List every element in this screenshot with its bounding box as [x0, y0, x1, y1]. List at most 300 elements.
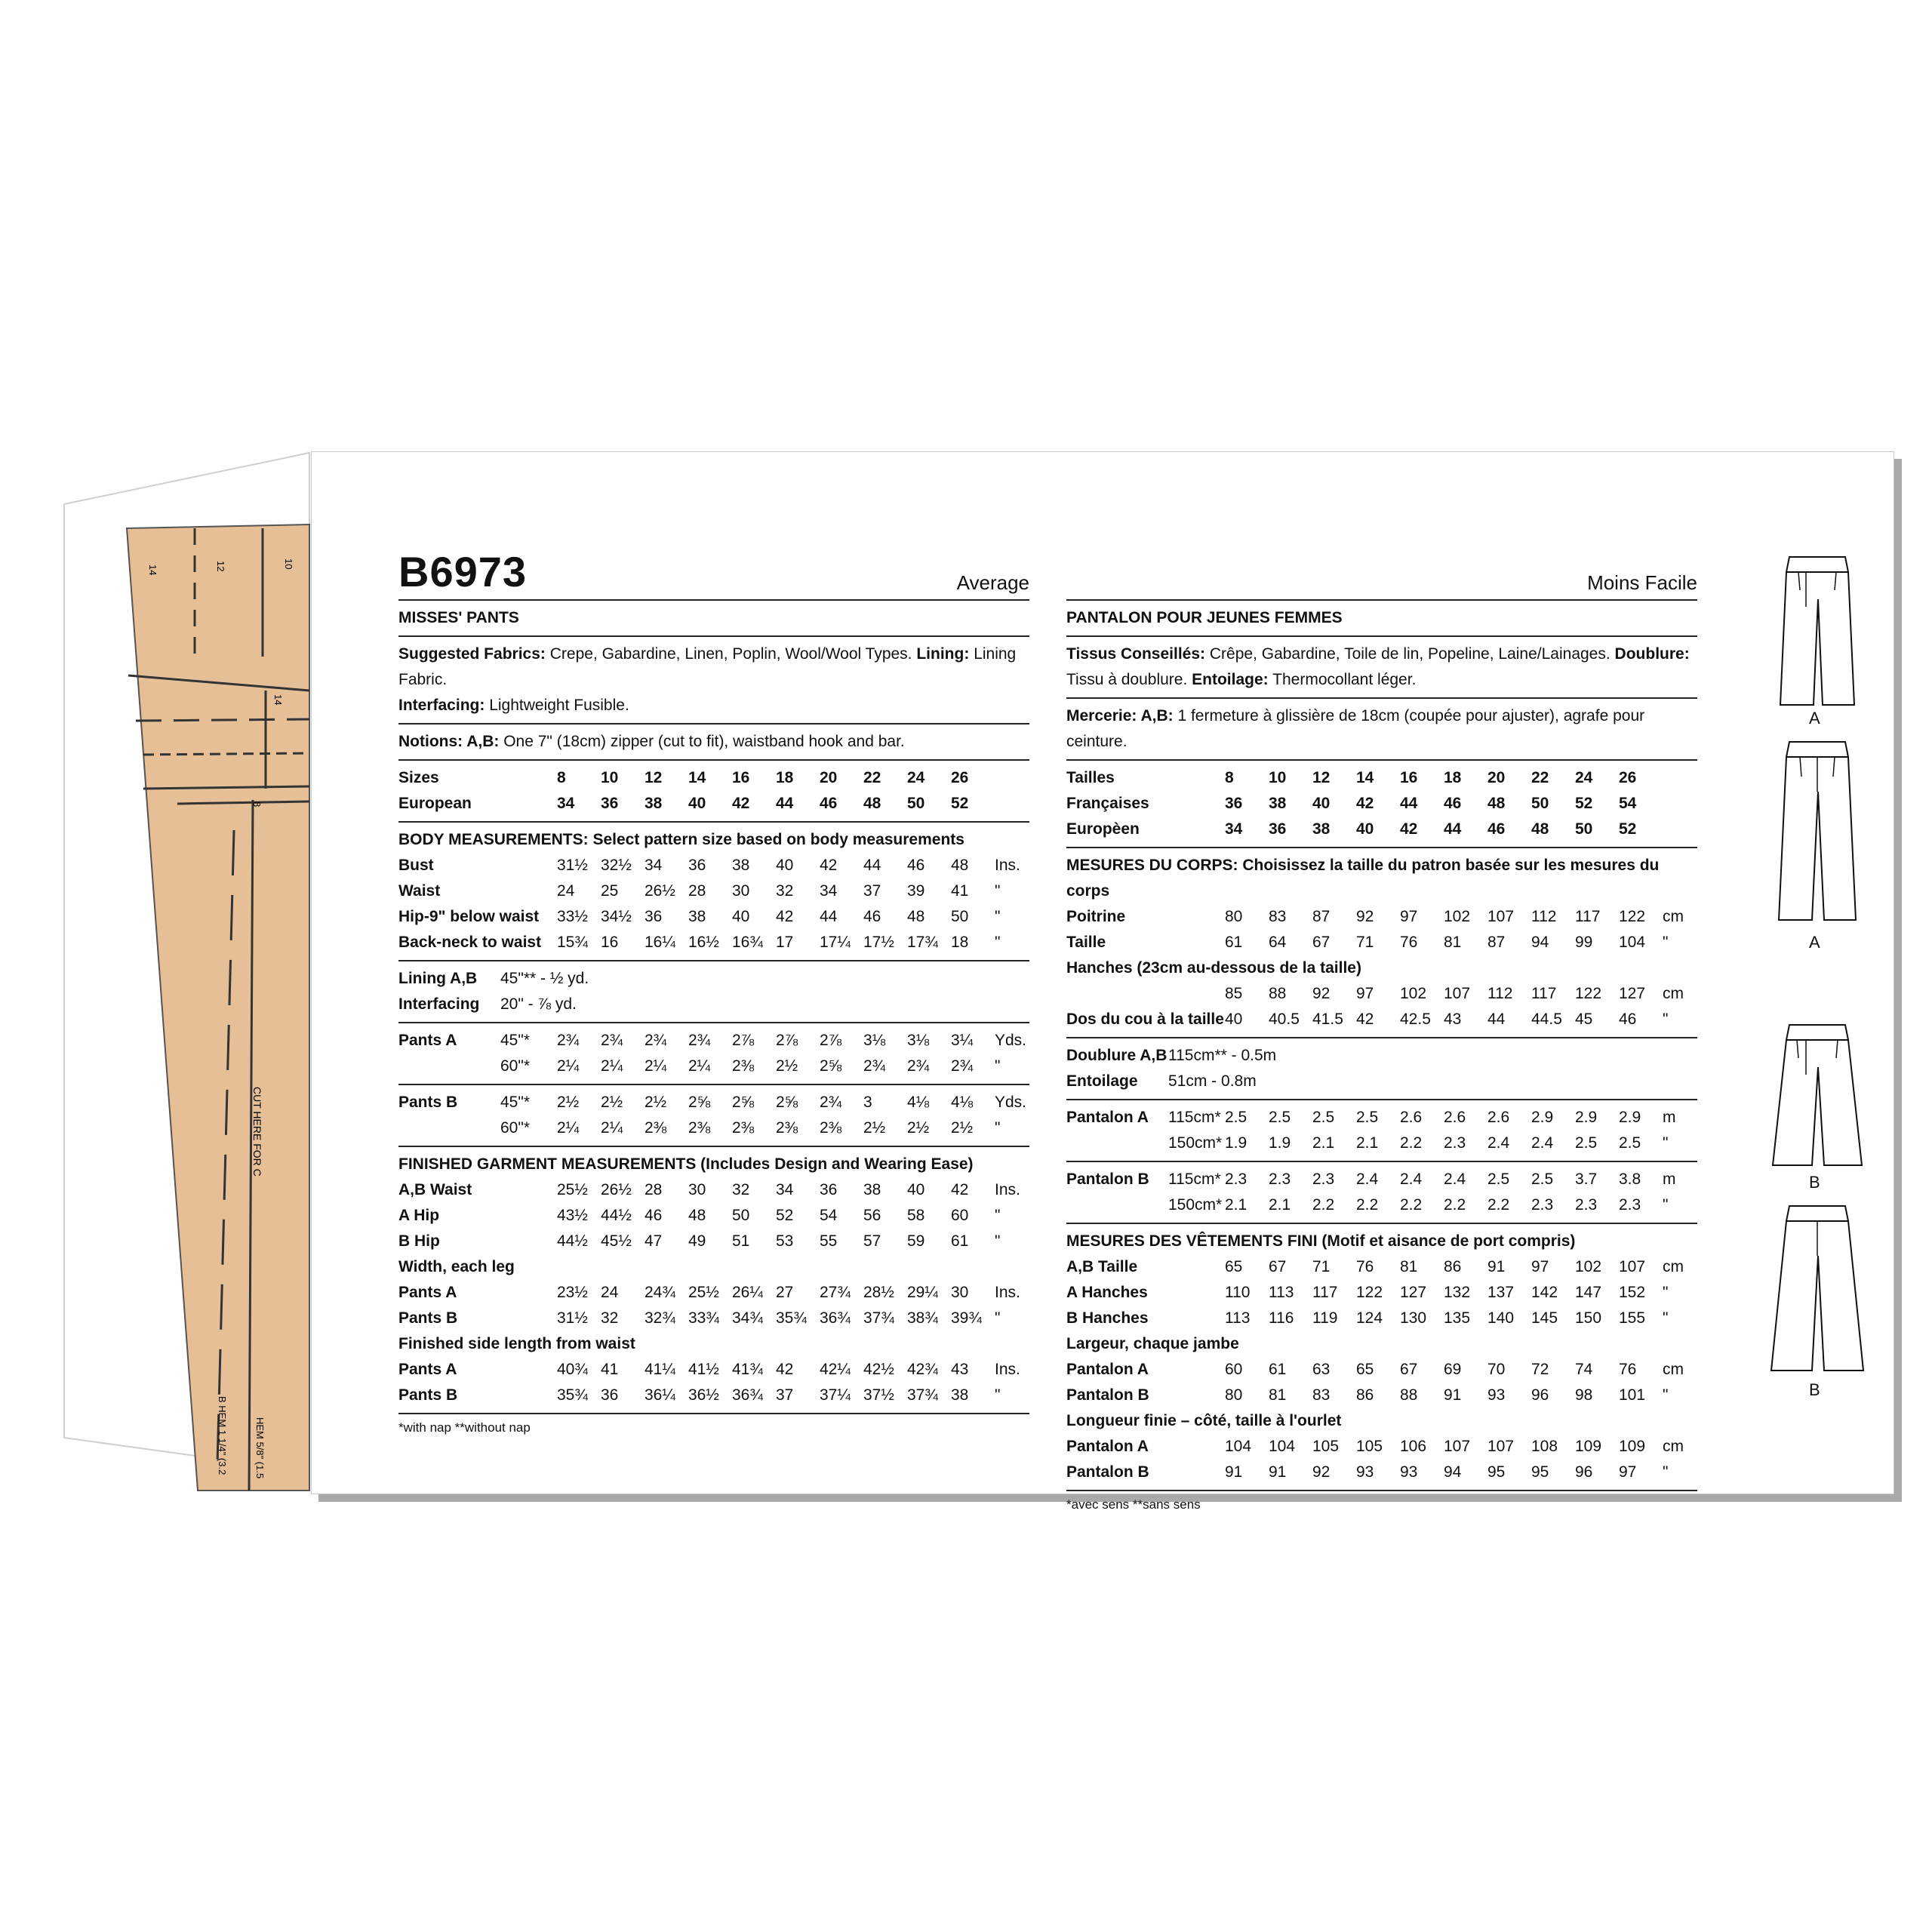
yardage-value: 2¼ — [557, 1119, 580, 1137]
yardage-value: 2⅜ — [732, 1119, 755, 1137]
measurement-row — [1066, 1007, 1693, 1032]
measurement-value: 17¾ — [907, 934, 938, 951]
measurement-value: 117 — [1531, 985, 1557, 1002]
yardage-value: 3.7 — [1575, 1171, 1598, 1188]
yardage-value: 2.5 — [1531, 1171, 1554, 1188]
francaises-value: 46 — [1444, 795, 1462, 812]
unit-label: " — [995, 882, 1001, 900]
measurement-value: 117 — [1312, 1284, 1338, 1301]
row-label: Pants B — [398, 1386, 458, 1404]
measurement-value: 86 — [1356, 1386, 1374, 1404]
european-value: 34 — [557, 795, 575, 812]
finished-measurements-heading: FINISHED GARMENT MEASUREMENTS (Includes Design and Wearing Ease) — [398, 1155, 974, 1173]
francaises-value: 52 — [1575, 795, 1593, 812]
measurement-value: 145 — [1531, 1309, 1558, 1327]
row-label: Waist — [398, 882, 441, 900]
measurement-value: 97 — [1619, 1463, 1637, 1481]
measurement-row — [1066, 1383, 1693, 1408]
measurement-value: 76 — [1619, 1361, 1637, 1378]
yardage-value: 3.8 — [1619, 1171, 1641, 1188]
francaises-value: 38 — [1269, 795, 1287, 812]
measurement-value: 44 — [820, 908, 838, 925]
yardage-value: 2½ — [557, 1094, 580, 1111]
difficulty-level: Average — [956, 571, 1029, 594]
measurement-value: 70 — [1487, 1361, 1506, 1378]
header-row — [1066, 539, 1697, 601]
yardage-value: 2⅝ — [688, 1094, 711, 1111]
pattern-title-section — [398, 601, 1029, 637]
francaises-value: 48 — [1487, 795, 1506, 812]
yardage-value: 2.5 — [1312, 1109, 1335, 1126]
measurement-value: 37 — [776, 1386, 794, 1404]
fabric-width: 45"* — [500, 1094, 530, 1111]
measurement-value: 137 — [1487, 1284, 1515, 1301]
measurement-value: 33½ — [557, 908, 588, 925]
yardage-table — [1066, 1105, 1693, 1156]
row-label: Pantalon A — [1066, 1438, 1149, 1455]
measurement-value: 42 — [776, 908, 794, 925]
fabric-width: 60"* — [500, 1119, 530, 1137]
row-label: Pantalon B — [1066, 1463, 1149, 1481]
measurement-value: 92 — [1312, 1463, 1331, 1481]
measurement-row — [398, 1383, 1025, 1408]
width-table — [398, 1280, 1025, 1331]
yardage-value: 2½ — [645, 1094, 667, 1111]
measurement-value: 42 — [951, 1181, 969, 1198]
yardage-row — [1066, 1167, 1693, 1192]
measurement-value: 36 — [645, 908, 663, 925]
measurement-row — [398, 853, 1025, 878]
finished-measurements-section — [1066, 1224, 1697, 1491]
measurement-value: 43 — [1444, 1011, 1462, 1028]
european-value: 48 — [1531, 820, 1549, 838]
size-value: 16 — [732, 769, 750, 786]
measurement-value: 91 — [1225, 1463, 1243, 1481]
measurement-value: 93 — [1400, 1463, 1418, 1481]
measurement-value: 50 — [951, 908, 969, 925]
yardage-value: 2½ — [907, 1119, 930, 1137]
yardage-value: 2.3 — [1531, 1196, 1554, 1214]
measurement-value: 46 — [907, 857, 925, 874]
unit-label: " — [1663, 1309, 1669, 1327]
pattern-mark: 14 — [147, 565, 158, 576]
unit-label: " — [995, 1309, 1001, 1327]
sizes-table — [398, 765, 995, 817]
european-value: 52 — [1619, 820, 1637, 838]
measurement-value: 119 — [1312, 1309, 1338, 1327]
measurement-value: 91 — [1269, 1463, 1287, 1481]
unit-label: " — [995, 1119, 1001, 1137]
measurement-value: 81 — [1269, 1386, 1287, 1404]
measurement-value: 44½ — [557, 1232, 588, 1250]
measurement-value: 60 — [951, 1207, 969, 1224]
measurement-value: 122 — [1619, 908, 1646, 925]
yardage-value: 2½ — [776, 1057, 798, 1075]
measurement-value: 109 — [1575, 1438, 1602, 1455]
interfacing-text: Thermocollant léger. — [1272, 671, 1417, 688]
lining-ab-value: 115cm** - 0.5m — [1168, 1047, 1277, 1064]
yardage-value: 2.5 — [1619, 1134, 1641, 1152]
length-table — [1066, 1434, 1693, 1485]
measurement-value: 36¾ — [820, 1309, 851, 1327]
length-table — [398, 1357, 1025, 1408]
pattern-title-section — [1066, 601, 1697, 637]
measurement-value: 38 — [732, 857, 750, 874]
fabrics-label: Suggested Fabrics: — [398, 645, 546, 663]
measurement-value: 117 — [1575, 908, 1601, 925]
notions-text: One 7" (18cm) zipper (cut to fit), waistband hook and bar. — [503, 733, 905, 750]
pattern-title: MISSES' PANTS — [398, 609, 519, 626]
size-value: 10 — [601, 769, 619, 786]
measurement-value: 40 — [907, 1181, 925, 1198]
body-measurements-section — [398, 823, 1029, 961]
fabric-width: 150cm* — [1168, 1134, 1223, 1152]
yardage-b-section — [398, 1085, 1029, 1147]
european-value: 38 — [1312, 820, 1331, 838]
measurement-value: 24 — [601, 1284, 619, 1301]
measurement-value: 101 — [1619, 1386, 1646, 1404]
measurement-value: 127 — [1619, 985, 1646, 1002]
measurement-value: 36¼ — [645, 1386, 675, 1404]
european-value: 36 — [601, 795, 619, 812]
measurement-row — [1066, 981, 1693, 1007]
lining-interfacing-section — [1066, 1038, 1697, 1100]
measurement-value: 25½ — [688, 1284, 719, 1301]
measurement-value: 57 — [863, 1232, 881, 1250]
yardage-value: 2¾ — [907, 1057, 930, 1075]
yardage-row — [398, 1028, 1026, 1054]
sizes-table — [1066, 765, 1663, 842]
measurement-value: 95 — [1487, 1463, 1506, 1481]
measurement-value: 46 — [1619, 1011, 1637, 1028]
measurement-value: 27 — [776, 1284, 794, 1301]
european-value: 50 — [907, 795, 925, 812]
measurement-value: 42¼ — [820, 1361, 851, 1378]
measurement-row — [398, 930, 1025, 955]
row-label: Back-neck to waist — [398, 934, 542, 951]
measurement-value: 38¾ — [907, 1309, 938, 1327]
yardage-value: 2½ — [951, 1119, 974, 1137]
lining-ab-label: Lining A,B — [398, 970, 478, 987]
measurement-value: 37¼ — [820, 1386, 851, 1404]
measurement-value: 43½ — [557, 1207, 588, 1224]
francaises-value: 44 — [1400, 795, 1418, 812]
measurement-value: 63 — [1312, 1361, 1331, 1378]
european-value: 40 — [1356, 820, 1374, 838]
measurement-value: 71 — [1356, 934, 1374, 951]
yardage-value: 2¾ — [645, 1032, 667, 1049]
lining-ab-value: 45"** - ½ yd. — [500, 970, 589, 987]
measurement-value: 54 — [820, 1207, 838, 1224]
yardage-value: 2.5 — [1225, 1109, 1247, 1126]
measurement-value: 38 — [688, 908, 706, 925]
unit-label: cm — [1663, 1438, 1684, 1455]
sizes-row — [398, 765, 995, 791]
fabric-width: 115cm* — [1168, 1109, 1221, 1126]
measurement-value: 86 — [1444, 1258, 1462, 1275]
measurement-value: 43 — [951, 1361, 969, 1378]
measurement-value: 147 — [1575, 1284, 1602, 1301]
measurement-value: 104 — [1619, 934, 1646, 951]
measurement-value: 71 — [1312, 1258, 1331, 1275]
size-value: 12 — [1312, 769, 1331, 786]
measurement-value: 46 — [863, 908, 881, 925]
width-heading: Width, each leg — [398, 1258, 515, 1275]
finished-measurements-table — [398, 1177, 1025, 1254]
yardage-view-label: Pants B — [398, 1094, 458, 1111]
yardage-view-label — [1066, 1131, 1168, 1156]
measurement-value: 81 — [1444, 934, 1462, 951]
measurement-value: 46 — [645, 1207, 663, 1224]
view-caption: B — [1809, 1173, 1820, 1192]
francaises-value: 54 — [1619, 795, 1637, 812]
yardage-a-section — [398, 1023, 1029, 1085]
measurement-value: 135 — [1444, 1309, 1471, 1327]
yardage-value: 2⅝ — [776, 1094, 798, 1111]
measurement-value: 41¼ — [645, 1361, 675, 1378]
francaises-row — [1066, 791, 1663, 817]
measurement-value: 124 — [1356, 1309, 1383, 1327]
yardage-b-section — [1066, 1162, 1697, 1224]
yardage-value: 4⅛ — [907, 1094, 930, 1111]
body-measurements-section — [1066, 848, 1697, 1038]
unit-label: Ins. — [995, 1361, 1020, 1378]
view-caption: A — [1809, 933, 1820, 952]
unit-label: cm — [1663, 1361, 1684, 1378]
notions-label: Notions: A,B: — [398, 733, 500, 750]
yardage-view-label — [1066, 1192, 1168, 1218]
yardage-value: 3¼ — [951, 1032, 974, 1049]
row-label: Pantalon B — [1066, 1386, 1149, 1404]
european-value: 52 — [951, 795, 969, 812]
measurement-row — [398, 878, 1025, 904]
fabrics-label: Tissus Conseillés: — [1066, 645, 1206, 663]
measurement-value: 87 — [1487, 934, 1506, 951]
yardage-value: 2⅜ — [732, 1057, 755, 1075]
unit-label: " — [995, 1207, 1001, 1224]
finished-measurements-section — [398, 1147, 1029, 1414]
measurement-value: 95 — [1531, 1463, 1549, 1481]
measurement-value: 112 — [1531, 908, 1557, 925]
view-caption: B — [1809, 1380, 1820, 1399]
yardage-value: 2¼ — [645, 1057, 667, 1075]
size-value: 26 — [1619, 769, 1637, 786]
measurement-value: 40¾ — [557, 1361, 588, 1378]
yardage-value: 3 — [863, 1094, 872, 1111]
sizes-row — [1066, 765, 1663, 791]
yardage-value: 2¼ — [688, 1057, 711, 1075]
yardage-value: 2.1 — [1312, 1134, 1335, 1152]
row-label: B Hip — [398, 1232, 440, 1250]
measurement-value: 41 — [951, 882, 969, 900]
measurement-value: 96 — [1531, 1386, 1549, 1404]
measurement-value: 110 — [1225, 1284, 1251, 1301]
yardage-value: 2.6 — [1444, 1109, 1466, 1126]
size-value: 8 — [1225, 769, 1234, 786]
size-value: 10 — [1269, 769, 1287, 786]
yardage-view-label — [398, 1115, 500, 1141]
pattern-mark: 14 — [272, 694, 284, 706]
measurement-row — [1066, 1254, 1693, 1280]
measurement-value: 132 — [1444, 1284, 1471, 1301]
yardage-value: 2¾ — [863, 1057, 886, 1075]
measurement-value: 83 — [1312, 1386, 1331, 1404]
yardage-value: 2.6 — [1487, 1109, 1510, 1126]
row-label: Dos du cou à la taille — [1066, 1011, 1224, 1028]
row-label — [1066, 981, 1225, 1007]
size-value: 20 — [1487, 769, 1506, 786]
pattern-mark: 10 — [283, 558, 294, 570]
unit-label: Yds. — [995, 1032, 1027, 1049]
measurement-value: 67 — [1312, 934, 1331, 951]
measurement-value: 60 — [1225, 1361, 1243, 1378]
yardage-value: 2.2 — [1487, 1196, 1510, 1214]
row-label: A Hanches — [1066, 1284, 1148, 1301]
measurement-value: 42.5 — [1400, 1011, 1431, 1028]
row-label: A,B Waist — [398, 1181, 472, 1198]
row-label: Hip-9" below waist — [398, 908, 540, 925]
yardage-value: 2.4 — [1531, 1134, 1554, 1152]
yardage-value: 2¾ — [688, 1032, 711, 1049]
yardage-value: 2¾ — [820, 1094, 842, 1111]
header-row — [398, 539, 1029, 601]
lining-text: Lining Fabric. — [398, 645, 1017, 688]
measurement-value: 65 — [1225, 1258, 1243, 1275]
size-value: 22 — [863, 769, 881, 786]
francaises-value: 36 — [1225, 795, 1243, 812]
measurement-value: 127 — [1400, 1284, 1427, 1301]
yardage-value: 2.5 — [1575, 1134, 1598, 1152]
yardage-value: 2⅞ — [776, 1032, 798, 1049]
width-heading: Largeur, chaque jambe — [1066, 1335, 1239, 1352]
yardage-value: 2¼ — [557, 1057, 580, 1075]
yardage-value: 2.2 — [1312, 1196, 1335, 1214]
measurement-value: 30 — [732, 882, 750, 900]
measurement-value: 41¾ — [732, 1361, 763, 1378]
yardage-value: 3⅛ — [863, 1032, 886, 1049]
measurement-value: 152 — [1619, 1284, 1646, 1301]
measurement-value: 55 — [820, 1232, 838, 1250]
yardage-value: 2.4 — [1400, 1171, 1423, 1188]
european-value: 44 — [1444, 820, 1462, 838]
row-label: Bust — [398, 857, 434, 874]
measurement-value: 24¾ — [645, 1284, 675, 1301]
measurement-value: 122 — [1356, 1284, 1383, 1301]
measurement-row — [1066, 904, 1693, 930]
yardage-value: 2⅜ — [688, 1119, 711, 1137]
cut-here-text: CUT HERE FOR C — [251, 1087, 263, 1177]
measurement-value: 34¾ — [732, 1309, 763, 1327]
yardage-view-label — [398, 1054, 500, 1079]
measurement-value: 36 — [601, 1386, 619, 1404]
row-label: Poitrine — [1066, 908, 1126, 925]
measurement-value: 37¾ — [863, 1309, 894, 1327]
measurement-value: 69 — [1444, 1361, 1462, 1378]
interfacing-row — [398, 992, 589, 1017]
measurement-value: 31½ — [557, 1309, 588, 1327]
yardage-table — [1066, 1167, 1693, 1218]
measurement-row — [1066, 1357, 1693, 1383]
measurement-value: 107 — [1487, 908, 1515, 925]
notions-label: Mercerie: A,B: — [1066, 707, 1174, 724]
lining-row — [398, 966, 589, 992]
unit-label: m — [1663, 1109, 1676, 1126]
measurement-value: 85 — [1225, 985, 1243, 1002]
yardage-value: 2.2 — [1400, 1134, 1423, 1152]
measurement-value: 28 — [645, 1181, 663, 1198]
pants-a-front-drawing — [1761, 554, 1874, 720]
unit-label: cm — [1663, 1258, 1684, 1275]
body-measurements-heading: MESURES DU CORPS: Choisissez la taille du patron basée sur les mesures du corps — [1066, 857, 1660, 900]
measurement-row — [398, 904, 1025, 930]
measurement-row — [398, 1306, 1025, 1331]
measurement-value: 24 — [557, 882, 575, 900]
yardage-a-section — [1066, 1100, 1697, 1162]
yardage-value: 2.2 — [1400, 1196, 1423, 1214]
measurement-value: 28½ — [863, 1284, 894, 1301]
fabric-width: 45"* — [500, 1032, 530, 1049]
footnote: *avec sens **sans sens — [1066, 1497, 1201, 1512]
measurement-value: 83 — [1269, 908, 1287, 925]
yardage-value: 2.9 — [1575, 1109, 1598, 1126]
measurement-value: 29¼ — [907, 1284, 938, 1301]
measurement-value: 67 — [1269, 1258, 1287, 1275]
measurement-value: 17¼ — [820, 934, 851, 951]
measurement-value: 41.5 — [1312, 1011, 1343, 1028]
measurement-value: 34 — [776, 1181, 794, 1198]
yardage-value: 2⅜ — [645, 1119, 667, 1137]
unit-label: " — [1663, 1284, 1669, 1301]
measurement-value: 40 — [776, 857, 794, 874]
european-value: 38 — [645, 795, 663, 812]
measurement-value: 16¼ — [645, 934, 675, 951]
yardage-row — [1066, 1192, 1693, 1218]
measurement-value: 34½ — [601, 908, 632, 925]
measurement-value: 38 — [863, 1181, 881, 1198]
yardage-value: 2.3 — [1444, 1134, 1466, 1152]
measurement-value: 88 — [1400, 1386, 1418, 1404]
interfacing-row-value: 20" - ⅞ yd. — [500, 995, 577, 1013]
measurement-value: 40 — [732, 908, 750, 925]
view-caption: A — [1809, 709, 1820, 728]
lining-row — [1066, 1043, 1276, 1069]
measurement-value: 94 — [1531, 934, 1549, 951]
size-value: 12 — [645, 769, 663, 786]
european-row — [1066, 817, 1663, 842]
measurement-value: 42 — [776, 1361, 794, 1378]
measurement-value: 44 — [1487, 1011, 1506, 1028]
measurement-value: 99 — [1575, 934, 1593, 951]
yardage-value: 4⅛ — [951, 1094, 974, 1111]
yardage-value: 2¼ — [601, 1057, 623, 1075]
measurement-value: 17½ — [863, 934, 894, 951]
sizes-label: Sizes — [398, 769, 439, 786]
measurement-value: 23½ — [557, 1284, 588, 1301]
measurement-value: 32 — [732, 1181, 750, 1198]
unit-label: " — [995, 1232, 1001, 1250]
yardage-value: 1.9 — [1269, 1134, 1291, 1152]
interfacing-text: Lightweight Fusible. — [489, 697, 629, 714]
fabrics-text: Crêpe, Gabardine, Toile de lin, Popeline, Laine/Lainages. — [1209, 645, 1611, 663]
european-value: 40 — [688, 795, 706, 812]
measurement-value: 48 — [688, 1207, 706, 1224]
measurement-value: 108 — [1531, 1438, 1558, 1455]
measurement-value: 25 — [601, 882, 619, 900]
yardage-value: 2.3 — [1575, 1196, 1598, 1214]
yardage-value: 2⅝ — [732, 1094, 755, 1111]
unit-label: " — [995, 908, 1001, 925]
finished-measurements-heading: MESURES DES VÊTEMENTS FINI (Motif et aisance de port compris) — [1066, 1232, 1576, 1250]
